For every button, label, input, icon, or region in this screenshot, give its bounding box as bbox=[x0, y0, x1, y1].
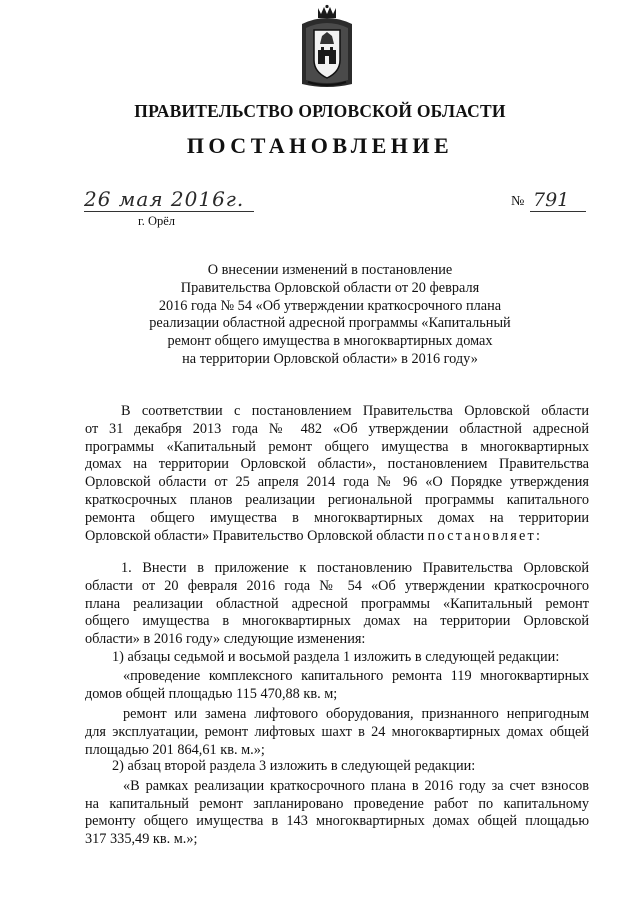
text-line: 2) абзац второй раздела 3 изложить в следующей редакции: bbox=[112, 758, 476, 774]
text-line: В соответствии с постановлением Правительства Орловской области bbox=[121, 403, 589, 419]
subject-line: О внесении изменений в постановление bbox=[207, 262, 453, 278]
subject-line: на территории Орловской области» в 2016 году» bbox=[182, 350, 478, 367]
text-line bbox=[85, 528, 589, 546]
sub-item-2 bbox=[85, 758, 589, 849]
subject-line: ремонт общего имущества в многоквартирных домах bbox=[167, 333, 493, 350]
text-line: краткосрочных планов реализации региональной программы капитального bbox=[85, 491, 589, 508]
decree-word: постановляет: bbox=[427, 527, 543, 544]
number-underline bbox=[530, 211, 586, 212]
item-1-paragraph bbox=[85, 560, 589, 649]
number-label: № bbox=[511, 194, 525, 209]
text-line: ремонта общего имущества в многоквартирных домах на территории bbox=[85, 509, 589, 526]
text-line: плана реализации областной адресной программы «Капитальный ремонт bbox=[85, 595, 589, 612]
date-underline bbox=[84, 211, 254, 212]
text-line: общего имущества в многоквартирных домах на территории Орловской bbox=[85, 613, 589, 630]
document-subject bbox=[100, 262, 560, 369]
text-line: домах на территории Орловской области», постановлением Правительства bbox=[85, 456, 589, 473]
text-line: ремонту общего имущества в 143 многоквартирных домах общей площадью bbox=[85, 813, 589, 830]
text-line: от 31 декабря 2013 года № 482 «Об утверждении областной адресной bbox=[85, 420, 589, 437]
text-line: на капитальный ремонт запланировано проведение работ по капитальному bbox=[85, 795, 589, 812]
text-line: области» в 2016 году» следующие изменения: bbox=[85, 631, 366, 648]
text-line: 1) абзацы седьмой и восьмой раздела 1 изложить в следующей редакции: bbox=[112, 649, 560, 665]
text-line: «проведение комплексного капитального ремонта 119 многоквартирных bbox=[123, 667, 589, 684]
coat-of-arms-icon bbox=[296, 4, 358, 90]
organization-name: ПРАВИТЕЛЬСТВО ОРЛОВСКОЙ ОБЛАСТИ bbox=[134, 101, 506, 121]
handwritten-date: 26 мая 2016г. bbox=[84, 187, 245, 211]
city: г. Орёл bbox=[138, 214, 176, 228]
text-line: площадью 201 864,61 кв. м.»; bbox=[85, 741, 265, 758]
handwritten-number: 791 bbox=[533, 189, 570, 211]
text-line: программы «Капитальный ремонт общего имущества в многоквартирных bbox=[85, 438, 589, 455]
date-field bbox=[84, 189, 254, 217]
text-span: Орловской области» Правительство Орловской области bbox=[85, 527, 428, 544]
sub-item-1 bbox=[85, 649, 589, 760]
text-line: 317 335,49 кв. м.»; bbox=[85, 831, 198, 848]
preamble-paragraph bbox=[85, 403, 589, 545]
subject-line: Правительства Орловской области от 20 февраля bbox=[180, 279, 480, 296]
subject-line: реализации областной адресной программы «Капитальный bbox=[149, 315, 511, 332]
text-line: ремонт или замена лифтового оборудования, признанного непригодным bbox=[123, 706, 589, 723]
text-line: 1. Внести в приложение к постановлению Правительства Орловской bbox=[121, 560, 589, 576]
text-line: Орловской области от 25 апреля 2014 года № 96 «О Порядке утверждения bbox=[85, 474, 589, 491]
text-line: домов общей площадью 115 470,88 кв. м; bbox=[85, 685, 338, 702]
text-line: для эксплуатации, ремонт лифтовых шахт в 24 многоквартирных домах общей bbox=[85, 724, 589, 741]
text-line: области от 20 февраля 2016 года № 54 «Об утверждении краткосрочного bbox=[85, 577, 589, 594]
document-type: ПОСТАНОВЛЕНИЕ bbox=[186, 133, 454, 158]
text-line: «В рамках реализации краткосрочного плана в 2016 году за счет взносов bbox=[123, 777, 589, 794]
subject-line: 2016 года № 54 «Об утверждении краткосрочного плана bbox=[158, 297, 502, 314]
